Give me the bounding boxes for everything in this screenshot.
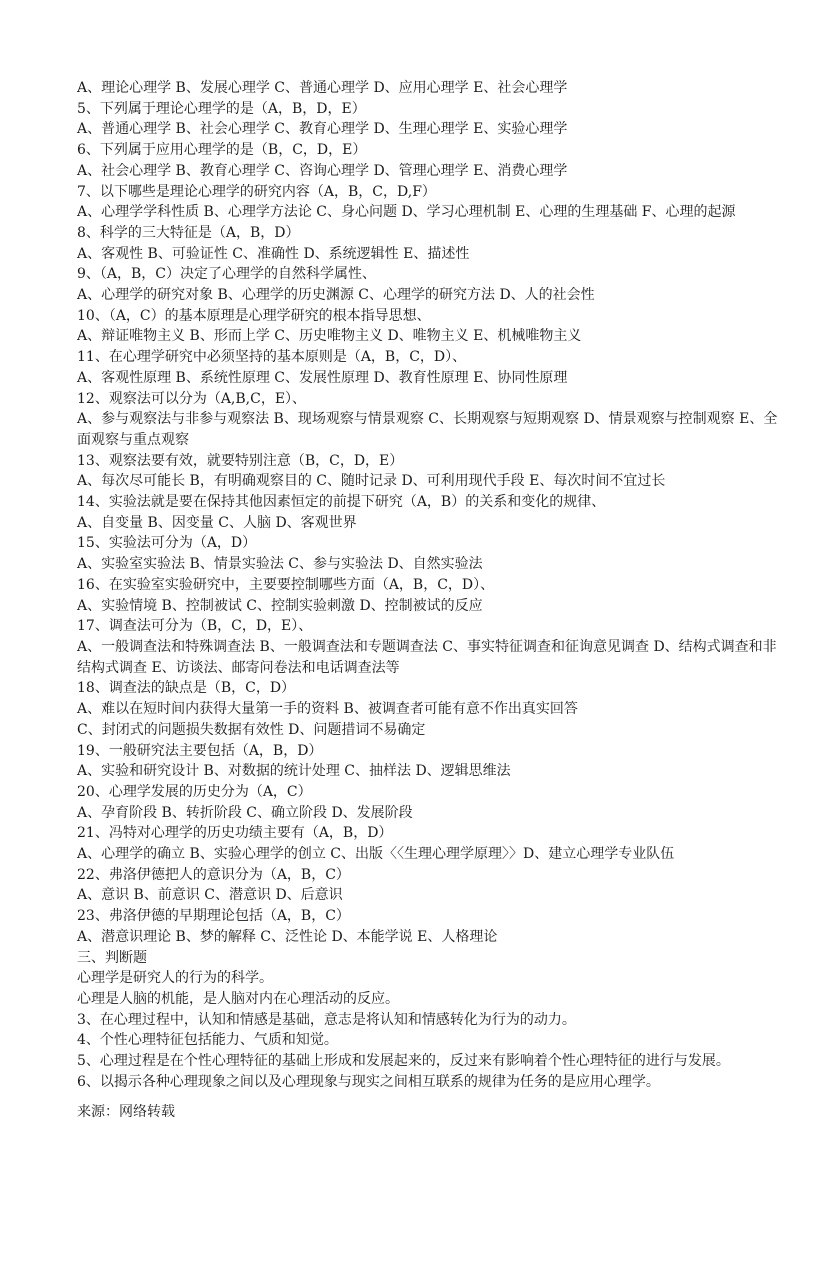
text-line: A、实验和研究设计 B、对数据的统计处理 C、抽样法 D、逻辑思维法 — [77, 763, 511, 780]
document-body — [77, 78, 788, 1092]
text-line: 7、以下哪些是理论心理学的研究内容（A，B，C，D,F） — [77, 183, 436, 200]
text-line: A、心理学的确立 B、实验心理学的创立 C、出版〈〈生理心理学原理〉〉D、建立心理学专业队伍 — [77, 846, 675, 863]
text-line: A、普通心理学 B、社会心理学 C、教育心理学 D、生理心理学 E、实验心理学 — [77, 121, 568, 138]
text-line: A、实验情境 B、控制被试 C、控制实验刺激 D、控制被试的反应 — [77, 597, 483, 614]
text-line: 23、弗洛伊德的早期理论包括（A，B，C） — [77, 908, 350, 925]
text-line: 18、调查法的缺点是（B，C，D） — [77, 680, 296, 697]
text-line: 20、心理学发展的历史分为（A，C） — [77, 783, 312, 800]
text-line: A、难以在短时间内获得大量第一手的资料 B、被调查者可能有意不作出真实回答 — [77, 701, 578, 718]
text-line: A、参与观察法与非参与观察法 B、现场观察与情景观察 C、长期观察与短期观察 D、情景观察与控制观察 E、全面观察与重点观察 — [77, 411, 778, 448]
text-line: 三、判断题 — [77, 949, 147, 966]
text-line: 16、在实验室实验研究中，主要要控制哪些方面（A，B，C，D）、 — [77, 576, 495, 593]
text-line: C、封闭式的问题损失数据有效性 D、问题措词不易确定 — [77, 721, 426, 738]
source-note: 来源：网络转载 — [77, 1104, 175, 1121]
text-line: A、意识 B、前意识 C、潜意识 D、后意识 — [77, 887, 343, 904]
text-line: 心理学是研究人的行为的科学。 — [77, 970, 273, 987]
text-line: 10、（A，C）的基本原理是心理学研究的根本指导思想、 — [77, 307, 431, 324]
text-line: A、社会心理学 B、教育心理学 C、咨询心理学 D、管理心理学 E、消费心理学 — [77, 162, 568, 179]
text-line: 8、科学的三大特征是（A，B，D） — [77, 224, 300, 241]
text-line: 3、在心理过程中，认知和情感是基础，意志是将认知和情感转化为行为的动力。 — [77, 1011, 576, 1028]
text-line: A、理论心理学 B、发展心理学 C、普通心理学 D、应用心理学 E、社会心理学 — [77, 80, 568, 96]
text-line: 5、下列属于理论心理学的是（A，B，D，E） — [77, 100, 366, 117]
text-line: 9、（A，B，C）决定了心理学的自然科学属性、 — [77, 266, 377, 283]
text-line: A、实验室实验法 B、情景实验法 C、参与实验法 D、自然实验法 — [77, 556, 483, 573]
text-line: A、辩证唯物主义 B、形而上学 C、历史唯物主义 D、唯物主义 E、机械唯物主义 — [77, 328, 582, 345]
text-line: A、心理学的研究对象 B、心理学的历史渊源 C、心理学的研究方法 D、人的社会性 — [77, 287, 595, 304]
text-line: 4、个性心理特征包括能力、气质和知觉。 — [77, 1032, 338, 1049]
text-line: 心理是人脑的机能，是人脑对内在心理活动的反应。 — [77, 990, 399, 1007]
text-line: A、潜意识理论 B、梦的解释 C、泛性论 D、本能学说 E、人格理论 — [77, 928, 498, 945]
text-line: 17、调查法可分为（B，C，D，E）、 — [77, 618, 313, 635]
text-line: A、一般调查法和特殊调查法 B、一般调查法和专题调查法 C、事实特征调查和征询意见调查 D、结构式调查和非结构式调查 E、访谈法、邮寄问卷法和电话调查法等 — [77, 638, 777, 676]
text-line: 6、以揭示各种心理现象之间以及心理现象与现实之间相互联系的规律为任务的是应用心理学。 — [77, 1073, 660, 1090]
text-line: A、心理学学科性质 B、心理学方法论 C、身心问题 D、学习心理机制 E、心理的生理基础 F、心理的起源 — [77, 204, 736, 221]
text-line: 5、心理过程是在个性心理特征的基础上形成和发展起来的，反过来有影响着个性心理特征的进行与发展。 — [77, 1053, 730, 1070]
text-line: 11、在心理学研究中必须坚持的基本原则是（A，B，C，D）、 — [77, 349, 467, 366]
text-line: 19、一般研究法主要包括（A，B，D） — [77, 742, 323, 759]
text-line: A、自变量 B、因变量 C、人脑 D、客观世界 — [77, 514, 357, 531]
text-line: 14、实验法就是要在保持其他因素恒定的前提下研究（A，B）的关系和变化的规律、 — [77, 494, 606, 511]
text-line: A、每次尽可能长 B，有明确观察目的 C、随时记录 D、可利用现代手段 E、每次时间不宜过长 — [77, 473, 666, 490]
text-line: A、客观性原理 B、系统性原理 C、发展性原理 D、教育性原理 E、协同性原理 — [77, 369, 568, 386]
text-line: 15、实验法可分为（A，D） — [77, 535, 257, 552]
text-line: 21、冯特对心理学的历史功绩主要有（A，B，D） — [77, 825, 393, 842]
text-line: 6、下列属于应用心理学的是（B，C，D，E） — [77, 142, 367, 159]
text-line: 13、观察法要有效，就要特别注意（B，C，D，E） — [77, 452, 404, 469]
text-line: 12、观察法可以分为（A,B,C，E）、 — [77, 390, 307, 407]
text-line: A、孕育阶段 B、转折阶段 C、确立阶段 D、发展阶段 — [77, 804, 413, 821]
text-line: A、客观性 B、可验证性 C、准确性 D、系统逻辑性 E、描述性 — [77, 245, 470, 262]
text-line: 22、弗洛伊德把人的意识分为（A，B，C） — [77, 866, 350, 883]
